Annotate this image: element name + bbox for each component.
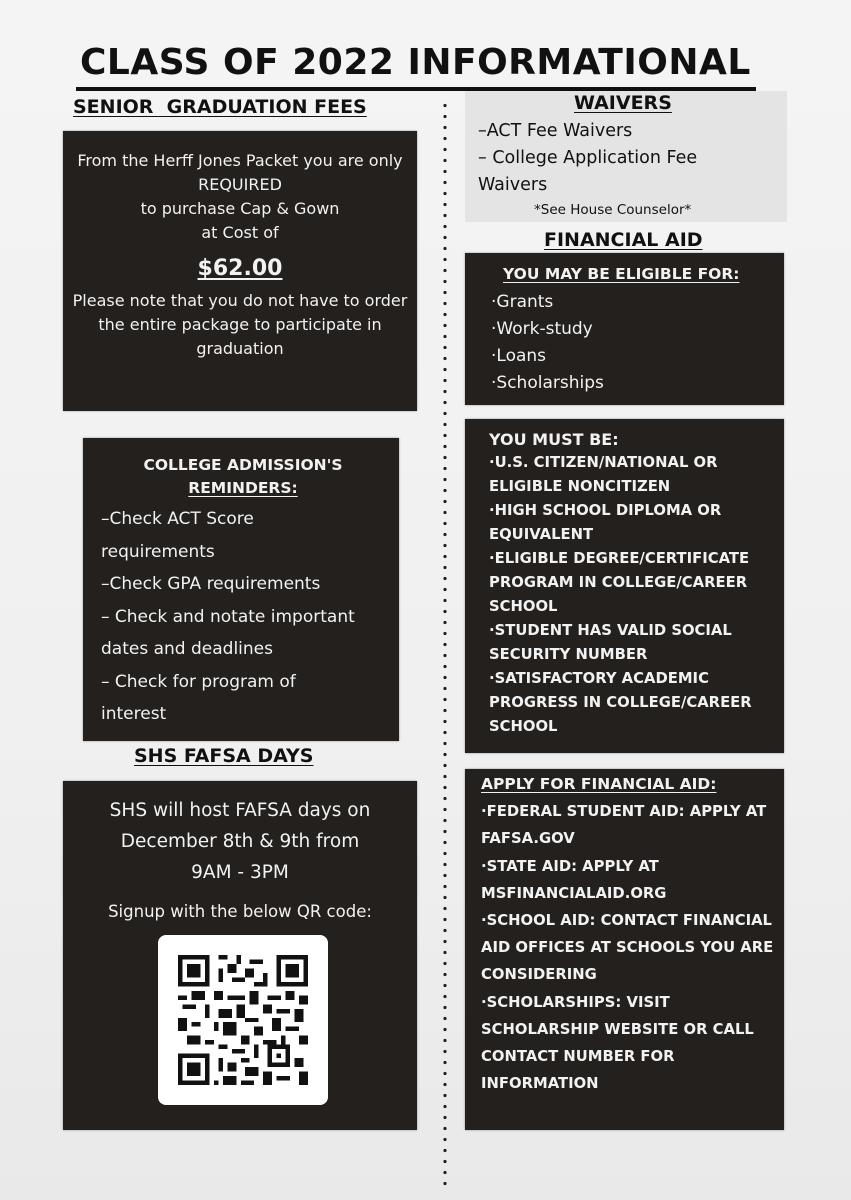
fafsa-line-3: 9AM - 3PM	[191, 862, 289, 883]
list-item: ·Grants	[491, 292, 554, 312]
list-item: –Check GPA requirements	[101, 574, 321, 594]
qr-code-icon	[178, 955, 308, 1085]
financial-aid-heading: FINANCIAL AID	[544, 229, 703, 251]
list-item: ·Scholarships	[491, 373, 604, 393]
eligible-for-heading: YOU MAY BE ELIGIBLE FOR:	[503, 265, 740, 283]
college-heading-line-2	[101, 477, 385, 500]
list-item: ·SCHOLARSHIPS: VISIT	[481, 993, 670, 1011]
list-item: ·U.S. CITIZEN/NATIONAL OR	[489, 454, 718, 471]
list-item: CONSIDERING	[481, 966, 597, 984]
list-item: CONTACT NUMBER FOR	[481, 1048, 675, 1066]
graduation-fees-box	[63, 131, 417, 411]
fafsa-line-2: December 8th & 9th from	[120, 831, 360, 852]
list-item: ·Loans	[491, 346, 547, 366]
fees-note-1: Please note that you do not have to order	[72, 291, 408, 310]
graduation-fees-heading: SENIOR GRADUATION FEES	[73, 96, 367, 118]
list-item: Waivers	[478, 175, 548, 195]
college-heading-reminders: REMINDERS:	[188, 479, 298, 497]
list-item: –Check ACT Score	[101, 509, 254, 529]
fees-line-2: REQUIRED	[198, 175, 282, 194]
fafsa-days-heading: SHS FAFSA DAYS	[134, 745, 314, 767]
list-item: ·STUDENT HAS VALID SOCIAL	[489, 622, 732, 639]
list-item: ·STATE AID: APPLY AT	[481, 857, 659, 875]
list-item: ·SATISFACTORY ACADEMIC	[489, 670, 709, 687]
you-must-be-heading: YOU MUST BE:	[489, 430, 619, 449]
fafsa-signup-text: Signup with the below QR code:	[108, 902, 372, 921]
list-item: – Check and notate important	[101, 606, 355, 627]
college-reminders-box	[83, 438, 399, 741]
waivers-heading: WAIVERS	[574, 92, 672, 114]
fafsa-line-1: SHS will host FAFSA days on	[109, 800, 371, 821]
fees-note-3: graduation	[196, 339, 284, 358]
list-item: ·HIGH SCHOOL DIPLOMA OR	[489, 502, 722, 519]
list-item: SECURITY NUMBER	[489, 646, 648, 663]
list-item: SCHOOL	[489, 598, 558, 615]
list-item: ·SCHOOL AID: CONTACT FINANCIAL	[481, 912, 772, 930]
list-item: EQUIVALENT	[489, 526, 594, 543]
fees-line-3: to purchase Cap & Gown	[140, 199, 340, 218]
fees-line-1: From the Herff Jones Packet you are only	[77, 151, 403, 170]
college-reminders-list	[101, 503, 385, 731]
list-item: requirements	[101, 541, 215, 562]
page-title: CLASS OF 2022 INFORMATIONAL	[80, 42, 751, 83]
list-item: SCHOOL	[489, 718, 558, 735]
list-item: SCHOLARSHIP WEBSITE OR CALL	[481, 1020, 754, 1038]
dotted-column-divider	[443, 100, 447, 1190]
list-item: dates and deadlines	[101, 639, 273, 659]
list-item: AID OFFICES AT SCHOOLS YOU ARE	[481, 939, 774, 957]
list-item: ELIGIBLE NONCITIZEN	[489, 478, 671, 495]
you-must-be-box	[465, 419, 784, 753]
apply-financial-aid-heading: APPLY FOR FINANCIAL AID:	[481, 775, 717, 793]
waivers-list	[478, 118, 778, 199]
list-item: interest	[101, 704, 167, 724]
fafsa-days-box	[63, 781, 417, 1130]
list-item: –ACT Fee Waivers	[478, 121, 633, 141]
list-item: – College Application Fee	[478, 148, 698, 168]
fees-line-4: at Cost of	[201, 223, 279, 242]
list-item: INFORMATION	[481, 1075, 599, 1093]
eligible-for-box	[465, 253, 784, 405]
list-item: PROGRESS IN COLLEGE/CAREER	[489, 694, 752, 711]
fees-note-2: the entire package to participate in	[98, 315, 382, 334]
house-counselor-note: *See House Counselor*	[534, 202, 692, 218]
signup-qr-code[interactable]	[158, 935, 328, 1105]
list-item: FAFSA.GOV	[481, 830, 575, 848]
list-item: MSFINANCIALAID.ORG	[481, 884, 667, 902]
list-item: ·FEDERAL STUDENT AID: APPLY AT	[481, 803, 767, 821]
list-item: PROGRAM IN COLLEGE/CAREER	[489, 574, 748, 591]
apply-financial-aid-box	[465, 769, 784, 1130]
cap-gown-price: $62.00	[197, 256, 283, 281]
list-item: ·Work-study	[491, 319, 593, 339]
list-item: – Check for program of	[101, 671, 296, 692]
list-item: ·ELIGIBLE DEGREE/CERTIFICATE	[489, 550, 750, 567]
college-heading-line-1: COLLEGE ADMISSION'S	[143, 456, 343, 474]
college-reminders-heading	[101, 454, 385, 500]
